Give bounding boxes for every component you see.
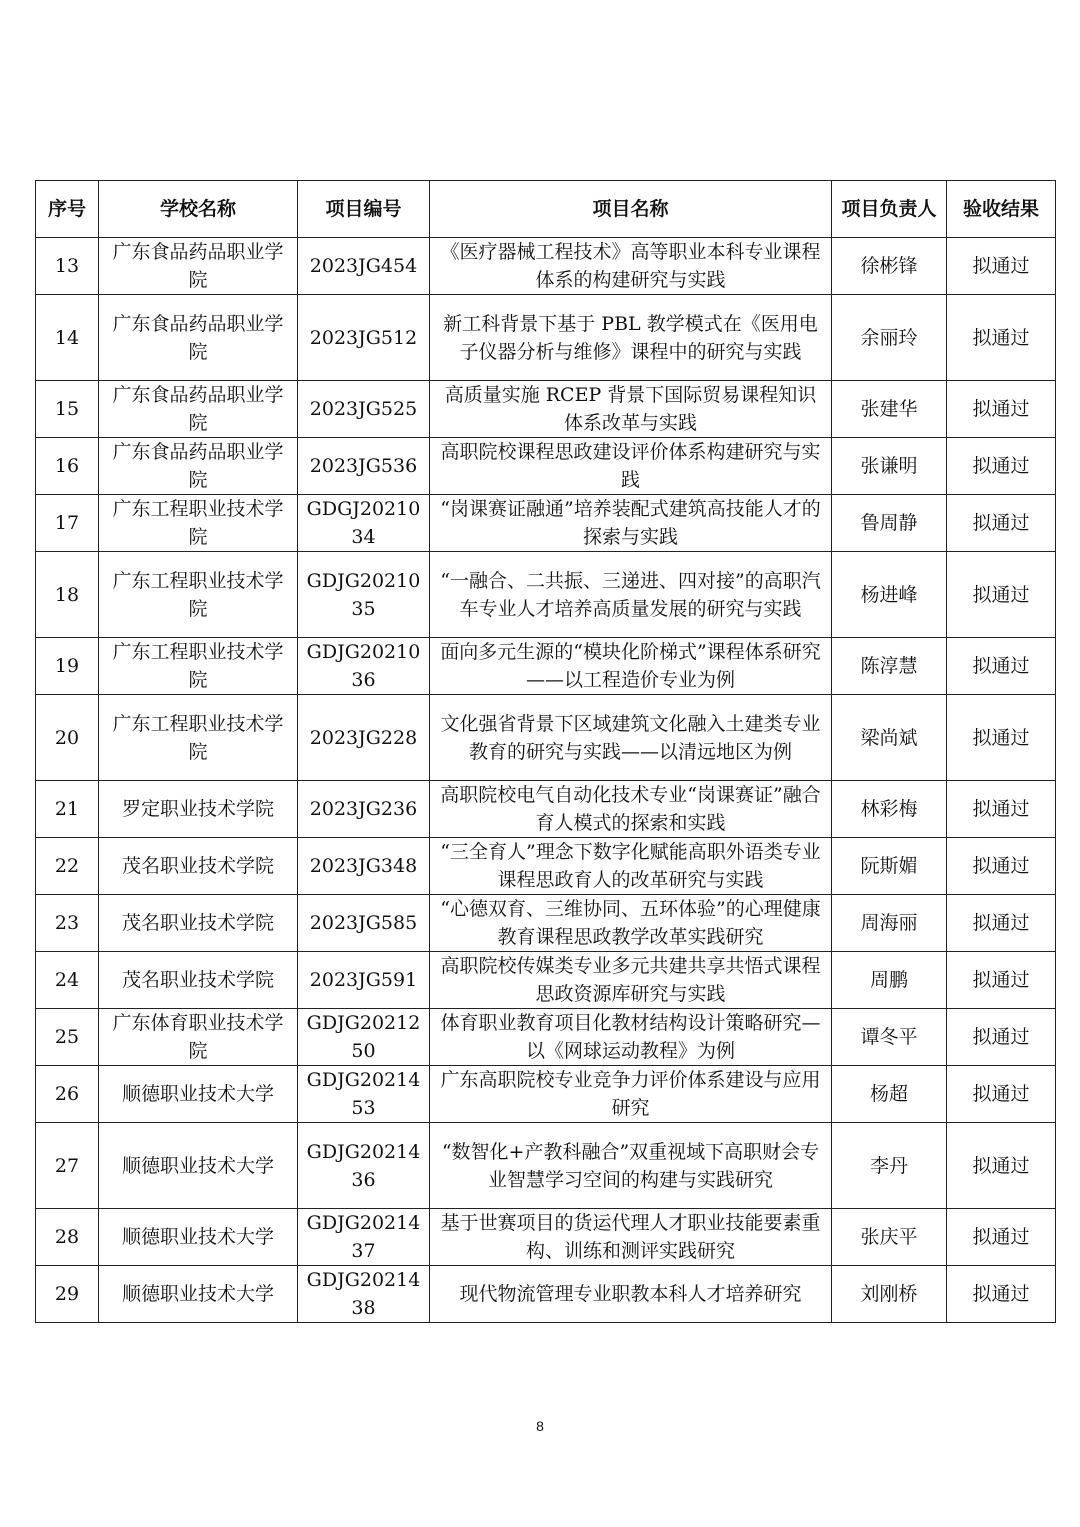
table-row xyxy=(36,238,1056,295)
cell-no: 25 xyxy=(36,1009,99,1066)
cell-leader: 林彩梅 xyxy=(832,781,947,838)
cell-result: 拟通过 xyxy=(947,1123,1056,1209)
cell-school: 顺德职业技术大学 xyxy=(99,1066,298,1123)
cell-no: 26 xyxy=(36,1066,99,1123)
cell-code: 2023JG585 xyxy=(298,895,430,952)
cell-no: 24 xyxy=(36,952,99,1009)
cell-school: 茂名职业技术学院 xyxy=(99,895,298,952)
cell-no: 28 xyxy=(36,1209,99,1266)
cell-result: 拟通过 xyxy=(947,1209,1056,1266)
table-row xyxy=(36,1266,1056,1323)
table-row xyxy=(36,295,1056,381)
cell-code: 2023JG228 xyxy=(298,695,430,781)
cell-no: 14 xyxy=(36,295,99,381)
table-row xyxy=(36,952,1056,1009)
cell-code: 2023JG512 xyxy=(298,295,430,381)
table-row xyxy=(36,895,1056,952)
cell-result: 拟通过 xyxy=(947,895,1056,952)
cell-leader: 徐彬锋 xyxy=(832,238,947,295)
cell-school: 广东工程职业技术学院 xyxy=(99,495,298,552)
cell-result: 拟通过 xyxy=(947,552,1056,638)
cell-school: 广东工程职业技术学院 xyxy=(99,695,298,781)
cell-leader: 杨进峰 xyxy=(832,552,947,638)
cell-school: 广东工程职业技术学院 xyxy=(99,638,298,695)
header-no: 序号 xyxy=(36,181,99,238)
cell-project: 高质量实施 RCEP 背景下国际贸易课程知识体系改革与实践 xyxy=(430,381,832,438)
cell-no: 23 xyxy=(36,895,99,952)
table-header-row xyxy=(36,181,1056,238)
cell-project: 新工科背景下基于 PBL 教学模式在《医用电子仪器分析与维修》课程中的研究与实践 xyxy=(430,295,832,381)
cell-project: “心德双育、三维协同、五环体验”的心理健康教育课程思政教学改革实践研究 xyxy=(430,895,832,952)
cell-leader: 张谦明 xyxy=(832,438,947,495)
table-row xyxy=(36,552,1056,638)
cell-school: 茂名职业技术学院 xyxy=(99,952,298,1009)
cell-school: 广东食品药品职业学院 xyxy=(99,238,298,295)
cell-leader: 阮斯媚 xyxy=(832,838,947,895)
cell-result: 拟通过 xyxy=(947,238,1056,295)
cell-code: 2023JG525 xyxy=(298,381,430,438)
cell-code: GDJG2021453 xyxy=(298,1066,430,1123)
cell-leader: 张建华 xyxy=(832,381,947,438)
cell-code: GDJG2021035 xyxy=(298,552,430,638)
cell-no: 27 xyxy=(36,1123,99,1209)
table-row xyxy=(36,1066,1056,1123)
cell-no: 19 xyxy=(36,638,99,695)
cell-result: 拟通过 xyxy=(947,381,1056,438)
cell-result: 拟通过 xyxy=(947,1066,1056,1123)
cell-leader: 陈淳慧 xyxy=(832,638,947,695)
cell-project: “数智化+产教科融合”双重视域下高职财会专业智慧学习空间的构建与实践研究 xyxy=(430,1123,832,1209)
cell-code: 2023JG536 xyxy=(298,438,430,495)
cell-code: GDJG2021437 xyxy=(298,1209,430,1266)
cell-result: 拟通过 xyxy=(947,438,1056,495)
cell-code: GDGJ2021034 xyxy=(298,495,430,552)
cell-code: 2023JG454 xyxy=(298,238,430,295)
header-code: 项目编号 xyxy=(298,181,430,238)
cell-result: 拟通过 xyxy=(947,295,1056,381)
cell-no: 20 xyxy=(36,695,99,781)
table-row xyxy=(36,1209,1056,1266)
table-row xyxy=(36,495,1056,552)
table-row xyxy=(36,638,1056,695)
cell-no: 21 xyxy=(36,781,99,838)
cell-code: 2023JG348 xyxy=(298,838,430,895)
cell-project: 基于世赛项目的货运代理人才职业技能要素重构、训练和测评实践研究 xyxy=(430,1209,832,1266)
cell-no: 13 xyxy=(36,238,99,295)
cell-school: 顺德职业技术大学 xyxy=(99,1123,298,1209)
table-row xyxy=(36,781,1056,838)
cell-no: 22 xyxy=(36,838,99,895)
cell-school: 广东食品药品职业学院 xyxy=(99,381,298,438)
cell-result: 拟通过 xyxy=(947,952,1056,1009)
cell-leader: 余丽玲 xyxy=(832,295,947,381)
cell-project: “三全育人”理念下数字化赋能高职外语类专业课程思政育人的改革研究与实践 xyxy=(430,838,832,895)
cell-project: 广东高职院校专业竞争力评价体系建设与应用研究 xyxy=(430,1066,832,1123)
cell-project: 面向多元生源的“模块化阶梯式”课程体系研究——以工程造价专业为例 xyxy=(430,638,832,695)
cell-leader: 周鹏 xyxy=(832,952,947,1009)
cell-project: 现代物流管理专业职教本科人才培养研究 xyxy=(430,1266,832,1323)
cell-project: 体育职业教育项目化教材结构设计策略研究—以《网球运动教程》为例 xyxy=(430,1009,832,1066)
cell-result: 拟通过 xyxy=(947,495,1056,552)
cell-project: “一融合、二共振、三递进、四对接”的高职汽车专业人才培养高质量发展的研究与实践 xyxy=(430,552,832,638)
cell-code: GDJG2021036 xyxy=(298,638,430,695)
cell-school: 广东食品药品职业学院 xyxy=(99,438,298,495)
cell-no: 15 xyxy=(36,381,99,438)
cell-project: 高职院校课程思政建设评价体系构建研究与实践 xyxy=(430,438,832,495)
table-row xyxy=(36,381,1056,438)
cell-no: 29 xyxy=(36,1266,99,1323)
cell-leader: 李丹 xyxy=(832,1123,947,1209)
cell-leader: 谭冬平 xyxy=(832,1009,947,1066)
cell-project: “岗课赛证融通”培养装配式建筑高技能人才的探索与实践 xyxy=(430,495,832,552)
cell-result: 拟通过 xyxy=(947,1266,1056,1323)
table-row xyxy=(36,838,1056,895)
cell-result: 拟通过 xyxy=(947,838,1056,895)
cell-leader: 周海丽 xyxy=(832,895,947,952)
cell-code: 2023JG236 xyxy=(298,781,430,838)
cell-code: GDJG2021436 xyxy=(298,1123,430,1209)
cell-leader: 鲁周静 xyxy=(832,495,947,552)
cell-no: 18 xyxy=(36,552,99,638)
cell-result: 拟通过 xyxy=(947,695,1056,781)
cell-result: 拟通过 xyxy=(947,781,1056,838)
cell-school: 广东体育职业技术学院 xyxy=(99,1009,298,1066)
table-row xyxy=(36,1123,1056,1209)
cell-no: 17 xyxy=(36,495,99,552)
cell-no: 16 xyxy=(36,438,99,495)
cell-project: 《医疗器械工程技术》高等职业本科专业课程体系的构建研究与实践 xyxy=(430,238,832,295)
cell-school: 顺德职业技术大学 xyxy=(99,1209,298,1266)
header-leader: 项目负责人 xyxy=(832,181,947,238)
cell-leader: 杨超 xyxy=(832,1066,947,1123)
cell-project: 文化强省背景下区域建筑文化融入土建类专业教育的研究与实践——以清远地区为例 xyxy=(430,695,832,781)
cell-leader: 梁尚斌 xyxy=(832,695,947,781)
cell-code: 2023JG591 xyxy=(298,952,430,1009)
cell-school: 广东食品药品职业学院 xyxy=(99,295,298,381)
header-school: 学校名称 xyxy=(99,181,298,238)
table-row xyxy=(36,695,1056,781)
table-row xyxy=(36,1009,1056,1066)
cell-school: 顺德职业技术大学 xyxy=(99,1266,298,1323)
page-number: 8 xyxy=(536,1418,544,1434)
table-row xyxy=(36,438,1056,495)
cell-result: 拟通过 xyxy=(947,1009,1056,1066)
acceptance-results-table xyxy=(35,180,1056,1323)
header-project: 项目名称 xyxy=(430,181,832,238)
cell-school: 广东工程职业技术学院 xyxy=(99,552,298,638)
cell-code: GDJG2021250 xyxy=(298,1009,430,1066)
cell-result: 拟通过 xyxy=(947,638,1056,695)
cell-code: GDJG2021438 xyxy=(298,1266,430,1323)
cell-leader: 刘刚桥 xyxy=(832,1266,947,1323)
cell-leader: 张庆平 xyxy=(832,1209,947,1266)
cell-project: 高职院校电气自动化技术专业“岗课赛证”融合育人模式的探索和实践 xyxy=(430,781,832,838)
header-result: 验收结果 xyxy=(947,181,1056,238)
cell-school: 罗定职业技术学院 xyxy=(99,781,298,838)
cell-project: 高职院校传媒类专业多元共建共享共悟式课程思政资源库研究与实践 xyxy=(430,952,832,1009)
cell-school: 茂名职业技术学院 xyxy=(99,838,298,895)
